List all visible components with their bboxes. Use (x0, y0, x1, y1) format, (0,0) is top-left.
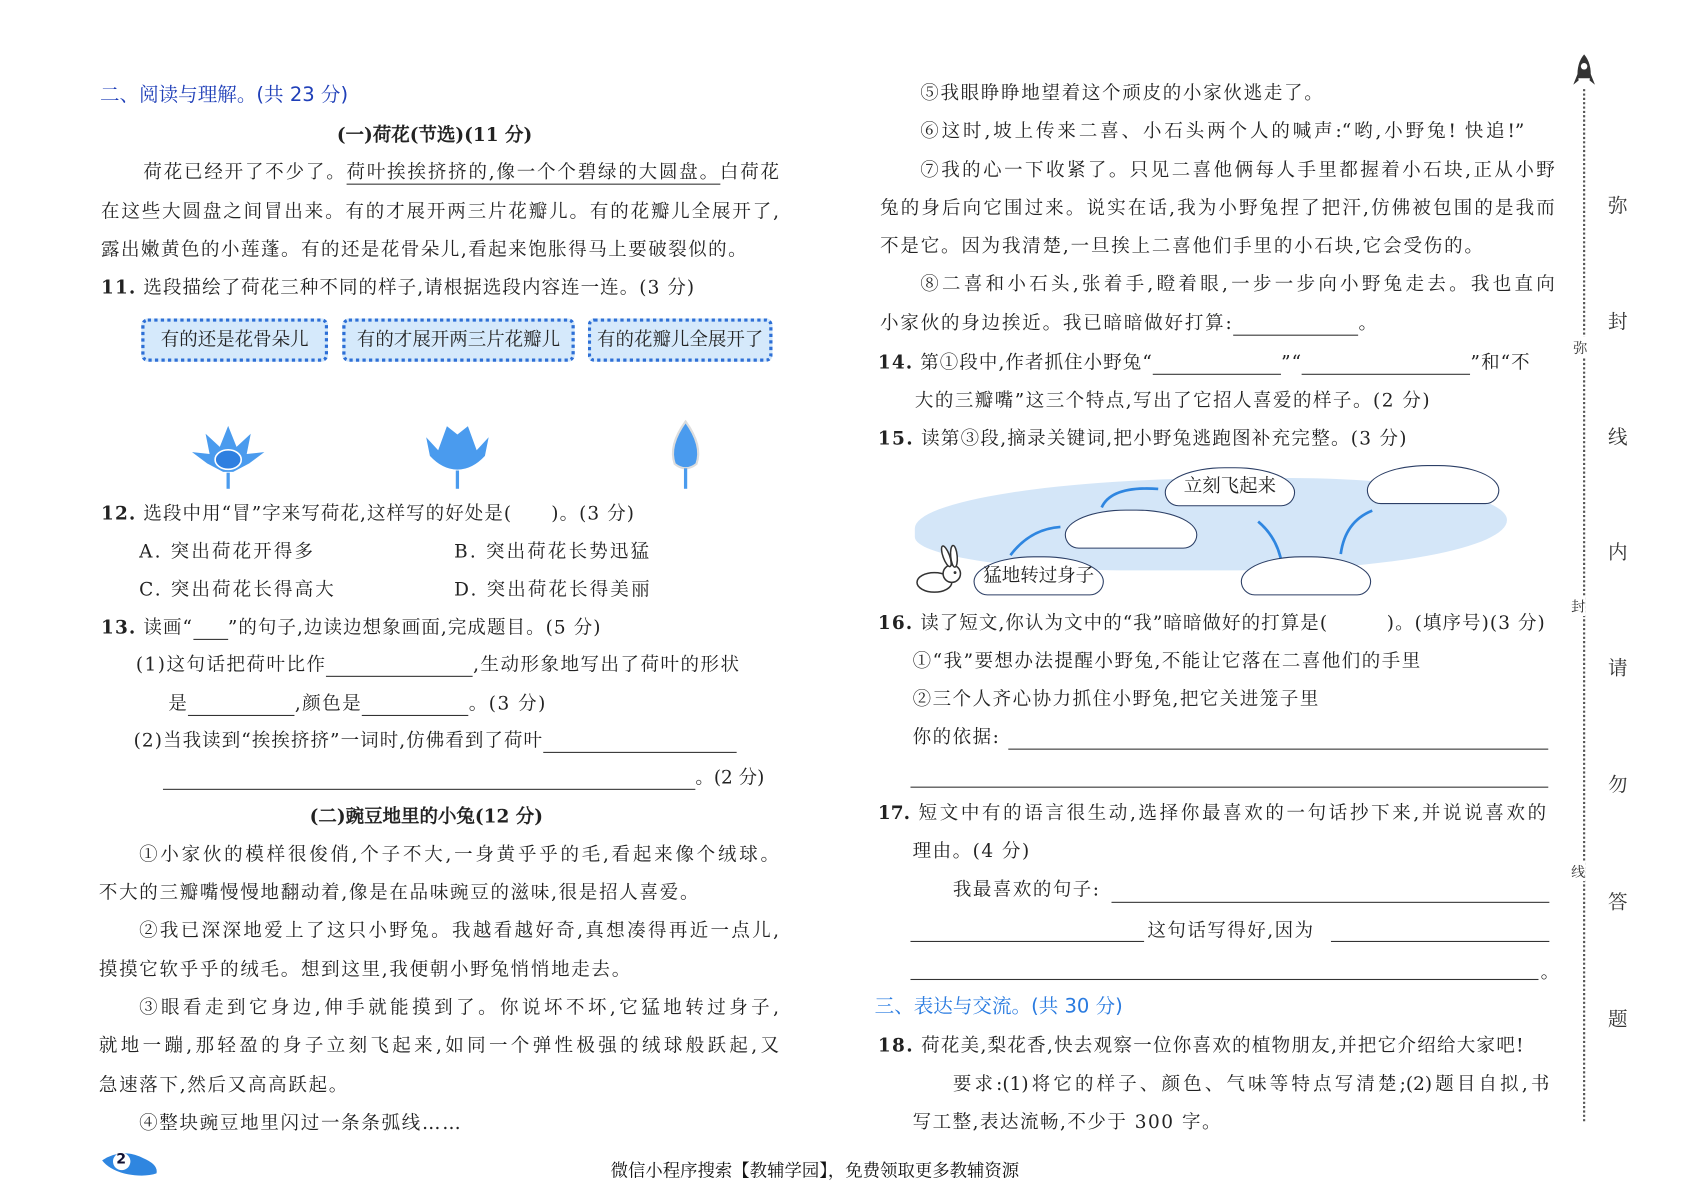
answer-line[interactable] (910, 787, 1548, 788)
seal-notice-char: 弥 (1608, 194, 1628, 218)
section-2-heading: 二、阅读与理解。(共 23 分) (99, 83, 349, 107)
seal-small-char: 封 (1571, 595, 1585, 616)
answer-blank[interactable] (193, 619, 228, 640)
passage-2-line: 急速落下,然后又高高跃起。 (98, 1074, 350, 1097)
passage-2-line: ⑦我的心一下收紧了。只见二喜他俩每人手里都握着小石块,正从小野 (920, 159, 1555, 182)
question-13: 13. 读画“ ”的句子,边读边想象画面,完成题目。(5 分) (101, 617, 602, 639)
match-box-full-open[interactable]: 有的花瓣儿全展开了 (588, 318, 773, 361)
underlined-sentence: 荷叶挨挨挤挤的,像一个个碧绿的大圆盘。 (346, 161, 720, 184)
passage-2-line: 摸摸它软乎乎的绒毛。想到这里,我便朝小野兔悄悄地走去。 (98, 959, 632, 982)
option-1[interactable]: ①“我”要想办法提醒小野兔,不能让它落在二喜他们的手里 (912, 650, 1422, 673)
question-13-part-1-cont: 是 ,颜色是 。(3 分) (168, 693, 547, 715)
passage-1-title: (一)荷花(节选)(11 分) (336, 124, 533, 147)
passage-2-line: 兔的身后向它围过来。说实在话,我为小野兔捏了把汗,仿佛被包围的是我而 (880, 197, 1555, 220)
question-12: 12. 选段中用“冒”字来写荷花,这样写的好处是( )。(3 分) (101, 503, 636, 525)
question-18-requirements-cont: 写工整,表达流畅,不少于 300 字。 (912, 1111, 1222, 1134)
option-2[interactable]: ②三个人齐心协力抓住小野兔,把它关进笼子里 (912, 688, 1320, 711)
section-3-heading: 三、表达与交流。(共 30 分) (874, 995, 1123, 1019)
passage-2-line: 小家伙的身边挨近。我已暗暗做好打算: 。 (880, 312, 1379, 335)
answer-blank[interactable] (1302, 354, 1470, 375)
passage-2-line: 就地一蹦,那轻盈的身子立刻飞起来,如同一个弹性极强的绒球般跃起,又 (98, 1035, 780, 1058)
seal-notice-char: 答 (1608, 890, 1628, 914)
lotus-bud-icon[interactable] (666, 418, 705, 489)
passage-2-line: ⑥这时,坡上传来二喜、小石头两个人的喊声:“哟,小野兔! 快追!” (920, 120, 1525, 143)
flow-bubble-blank-4[interactable] (1241, 556, 1371, 595)
question-13-part-2: (2)当我读到“挨挨挤挤”一词时,仿佛看到了荷叶 (134, 729, 737, 753)
seal-notice-char: 勿 (1608, 773, 1628, 797)
answer-blank[interactable] (1153, 354, 1281, 375)
question-13-part-2-cont: 。(2 分) (163, 766, 764, 790)
because-label: 这句话写得好,因为 (1147, 920, 1315, 942)
passage-2-line: ②我已深深地爱上了这只小野兔。我越看越好奇,真想凑得再近一点儿, (139, 920, 780, 942)
footer-ad: 微信小程序搜索【教辅学园】，免费领取更多教辅资源 (610, 1160, 1020, 1182)
lotus-half-open-icon[interactable] (418, 418, 496, 489)
answer-line[interactable] (910, 979, 1538, 980)
answer-line[interactable] (1111, 902, 1549, 903)
flow-bubble-fly: 立刻飞起来 (1165, 467, 1295, 506)
arrow-icon (1102, 488, 1158, 507)
page-number: 2 (116, 1151, 127, 1168)
seal-small-char: 弥 (1573, 337, 1587, 358)
basis-label: 你的依据: (912, 726, 1001, 749)
question-17-cont: 理由。(4 分) (912, 840, 1031, 863)
seal-notice-char: 题 (1608, 1008, 1628, 1032)
flow-bubble-blank-5[interactable] (1367, 465, 1500, 504)
answer-blank[interactable] (362, 695, 468, 716)
option-a[interactable]: A. 突出荷花开得多 (139, 541, 316, 563)
question-11: 11. 选段描绘了荷花三种不同的样子,请根据选段内容连一连。(3 分) (101, 277, 696, 299)
answer-blank[interactable] (543, 732, 736, 753)
period: 。 (1540, 961, 1560, 984)
page-number-badge (100, 1150, 156, 1176)
question-15: 15. 读第③段,摘录关键词,把小野兔逃跑图补充完整。(3 分) (877, 428, 1408, 450)
rocket-badge-icon (100, 1150, 161, 1178)
rocket-icon (1573, 52, 1595, 91)
question-18-requirements: 要求:(1)将它的样子、颜色、气味等特点写清楚;(2)题目自拟,书 (952, 1073, 1550, 1096)
passage-2-line: ⑧二喜和小石头,张着手,瞪着眼,一步一步向小野兔走去。我也直向 (920, 273, 1555, 296)
flow-bubble-turn: 猛地转过身子 (974, 556, 1104, 595)
arrow-icon (1341, 511, 1373, 554)
answer-line[interactable] (1008, 749, 1548, 750)
passage-1-line: 在这些大圆盘之间冒出来。有的才展开两三片花瓣儿。有的花瓣儿全展开了, (101, 201, 780, 223)
option-b[interactable]: B. 突出荷花长势迅猛 (454, 541, 652, 563)
answer-blank[interactable] (188, 695, 294, 716)
question-13-part-1: (1)这句话把荷叶比作 ,生动形象地写出了荷叶的形状 (135, 654, 741, 676)
lotus-full-bloom-icon[interactable] (185, 418, 272, 489)
answer-line[interactable] (1331, 941, 1549, 942)
rabbit-icon (910, 543, 966, 597)
answer-blank[interactable] (326, 656, 473, 677)
passage-2-line: ⑤我眼睁睁地望着这个顽皮的小家伙逃走了。 (920, 82, 1325, 105)
passage-2-title: (二)豌豆地里的小兔(12 分) (309, 806, 543, 828)
question-14-cont: 大的三瓣嘴”这三个特点,写出了它招人喜爱的样子。(2 分) (914, 390, 1432, 412)
question-18: 18. 荷花美,梨花香,快去观察一位你喜欢的植物朋友,并把它介绍给大家吧! (877, 1035, 1525, 1058)
seal-notice-char: 内 (1608, 541, 1628, 564)
passage-1-line: 露出嫩黄色的小莲蓬。有的还是花骨朵儿,看起来饱胀得马上要破裂似的。 (101, 239, 749, 261)
favorite-sentence-label: 我最喜欢的句子: (952, 878, 1101, 901)
answer-line[interactable] (910, 941, 1144, 942)
question-14: 14. 第①段中,作者抓住小野兔“ ”“ ”和“不 (877, 352, 1531, 374)
option-c[interactable]: C. 突出荷花长得高大 (139, 579, 336, 601)
answer-blank[interactable] (163, 769, 695, 790)
option-d[interactable]: D. 突出荷花长得美丽 (454, 579, 652, 601)
seal-small-char: 线 (1571, 861, 1585, 882)
question-16: 16. 读了短文,你认为文中的“我”暗暗做好的打算是( )。(填序号)(3 分) (877, 612, 1546, 635)
seal-notice-char: 请 (1608, 657, 1628, 681)
question-17: 17. 短文中有的语言很生动,选择你最喜欢的一句话抄下来,并说说喜欢的 (877, 802, 1547, 825)
passage-2-line: ①小家伙的模样很俊俏,个子不大,一身黄乎乎的毛,看起来像个绒球。 (139, 844, 780, 866)
answer-blank[interactable] (1234, 315, 1359, 336)
arrow-icon (1010, 527, 1060, 555)
passage-1-line: 荷花已经开了不少了。荷叶挨挨挤挤的,像一个个碧绿的大圆盘。白荷花 (143, 161, 780, 184)
flow-bubble-blank-2[interactable] (1065, 510, 1198, 549)
seal-notice-char: 封 (1608, 310, 1628, 334)
passage-2-line: 不是它。因为我清楚,一旦挨上二喜他们手里的小石块,它会受伤的。 (880, 235, 1485, 258)
seal-notice-char: 线 (1608, 425, 1628, 449)
match-box-bud[interactable]: 有的还是花骨朵儿 (141, 318, 328, 361)
passage-2-line: 不大的三瓣嘴慢慢地翻动着,像是在品味豌豆的滋味,很是招人喜爱。 (98, 882, 701, 904)
passage-2-line: ④整块豌豆地里闪过一条条弧线…… (139, 1112, 463, 1135)
passage-2-line: ③眼看走到它身边,伸手就能摸到了。你说坏不坏,它猛地转过身子, (139, 997, 780, 1020)
match-box-half-open[interactable]: 有的才展开两三片花瓣儿 (342, 318, 575, 361)
